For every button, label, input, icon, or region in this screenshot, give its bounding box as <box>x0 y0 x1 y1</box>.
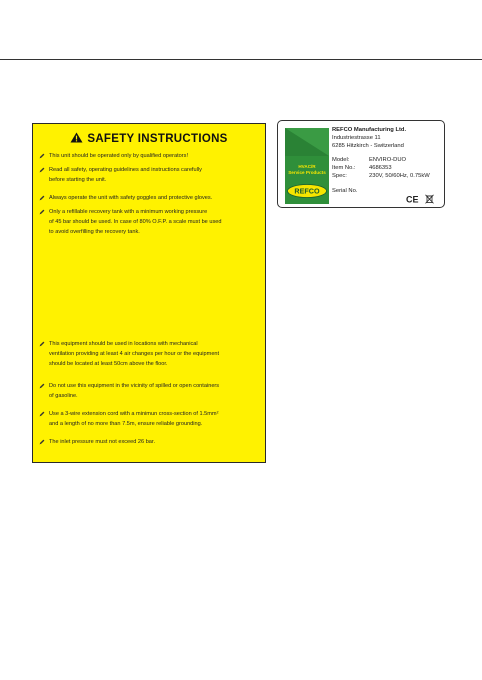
item-number-value: 4686353 <box>369 165 392 171</box>
bullet-pencil-icon <box>39 167 45 173</box>
safety-item-line: of 45 bar should be used. In case of 80% O.F.P. a scale must be used <box>49 219 222 225</box>
safety-title <box>33 132 265 145</box>
safety-title-text: SAFETY INSTRUCTIONS <box>87 133 228 145</box>
refco-logo <box>287 184 327 198</box>
safety-item <box>39 381 263 401</box>
safety-item-line: Read all safety, operating guidelines and instructions carefully <box>49 167 202 173</box>
bullet-pencil-icon <box>39 209 45 215</box>
rating-plate <box>277 120 445 208</box>
brand-logo-block <box>285 128 329 204</box>
safety-item <box>39 409 263 429</box>
brand-emblem-icon <box>285 128 329 156</box>
safety-item-line: should be located at least 50cm above the floor. <box>49 361 168 367</box>
bullet-pencil-icon <box>39 153 45 159</box>
company-street: Industriestrasse 11 <box>332 135 381 141</box>
svg-text:REFCO: REFCO <box>294 186 320 196</box>
serial-number-label: Serial No. <box>332 188 358 194</box>
safety-item <box>39 437 263 447</box>
safety-item-line: ventilation providing at least 4 air changes per hour or the equipment <box>49 351 220 357</box>
bullet-pencil-icon <box>39 383 45 389</box>
safety-item <box>39 339 263 369</box>
safety-instructions-panel <box>32 123 266 463</box>
safety-item-line: Only a refillable recovery tank with a minimum working pressure <box>49 209 208 215</box>
company-name: REFCO Manufacturing Ltd. <box>332 127 407 133</box>
bullet-pencil-icon <box>39 411 45 417</box>
spec-label: Spec: <box>332 173 347 179</box>
top-divider-line <box>0 59 482 60</box>
safety-item <box>39 193 263 203</box>
spec-value: 230V, 50/60Hz, 0.75kW <box>369 173 430 179</box>
safety-item-line: The inlet pressure must not exceed 26 bar. <box>49 439 156 445</box>
brand-tagline: HVAC/R Service Products <box>288 164 326 175</box>
model-label: Model: <box>332 157 350 163</box>
safety-item <box>39 165 263 185</box>
bullet-pencil-icon <box>39 439 45 445</box>
safety-item-line: This equipment should be used in locations with mechanical <box>49 341 198 347</box>
safety-item-line: Use a 3-wire extension cord with a minimun cross-section of 1.5mm² <box>49 411 219 417</box>
safety-item-line: to avoid overfilling the recovery tank. <box>49 229 140 235</box>
item-number-label: Item No.: <box>332 165 356 171</box>
weee-bin-icon <box>426 195 434 204</box>
certification-marks <box>405 194 439 204</box>
safety-item-line: Do not use this equipment in the vicinity of spilled or open containers <box>49 383 220 389</box>
safety-item <box>39 207 263 237</box>
company-city: 6285 Hitzkirch - Switzerland <box>332 143 404 149</box>
warning-icon <box>70 132 83 143</box>
bullet-pencil-icon <box>39 341 45 347</box>
safety-item-line: before starting the unit. <box>49 177 107 183</box>
safety-item-line: and a length of no more than 7.5m, ensure reliable grounding. <box>49 421 203 427</box>
safety-item-line: This unit should be operated only by qualified operators! <box>49 153 188 159</box>
safety-item-line: of gasoline. <box>49 393 78 399</box>
safety-item <box>39 151 263 161</box>
bullet-pencil-icon <box>39 195 45 201</box>
model-value: ENVIRO-DUO <box>369 157 407 163</box>
safety-item-line: Always operate the unit with safety goggles and protective gloves. <box>49 195 213 201</box>
ce-mark-icon: CE <box>406 194 419 204</box>
